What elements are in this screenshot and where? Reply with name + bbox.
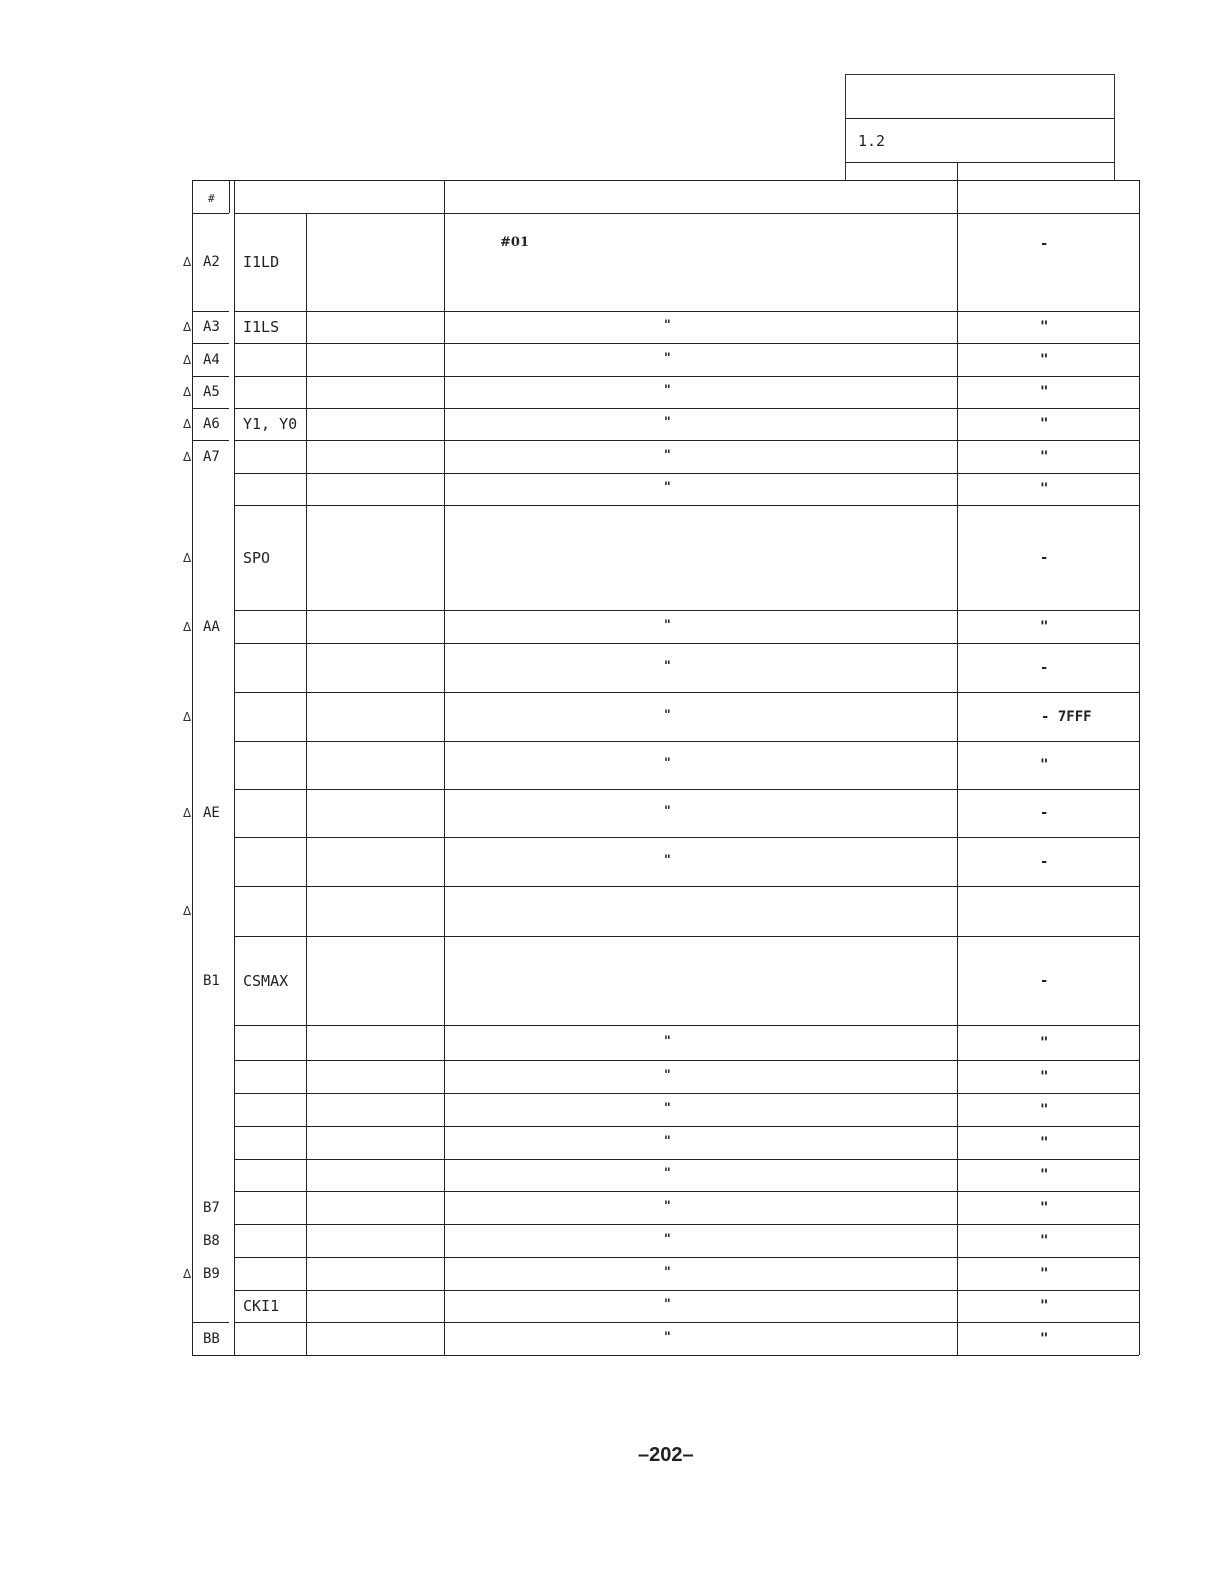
table-row-rule bbox=[234, 473, 1139, 474]
row-ident: " bbox=[664, 1133, 671, 1149]
row-value: " bbox=[1040, 319, 1049, 335]
row-ident: " bbox=[664, 1264, 671, 1280]
hash-row-rule bbox=[192, 213, 229, 214]
row-value: " bbox=[1040, 1265, 1049, 1282]
row-code: B9 bbox=[203, 1265, 220, 1282]
row-ident: " bbox=[664, 756, 671, 771]
revision-delta-mark: Δ bbox=[183, 709, 192, 724]
row-value: " bbox=[1040, 757, 1049, 773]
revision-delta-mark: Δ bbox=[183, 320, 192, 334]
row-name: I1LD bbox=[243, 253, 280, 271]
table-row-rule bbox=[234, 1224, 1139, 1225]
revision-delta-mark: Δ bbox=[183, 449, 192, 464]
row-value: " bbox=[1040, 1298, 1049, 1314]
revision-delta-mark: Δ bbox=[183, 385, 192, 399]
row-ident: " bbox=[664, 1033, 671, 1049]
row-code: A7 bbox=[203, 448, 220, 465]
row-value: - bbox=[1040, 853, 1049, 870]
table-row-rule bbox=[234, 643, 1139, 644]
row-ident: " bbox=[664, 1297, 671, 1312]
desc-col-left-rule bbox=[444, 180, 445, 1355]
row-code: A5 bbox=[203, 384, 220, 400]
row-value: - bbox=[1040, 972, 1049, 989]
row-ident: " bbox=[664, 1100, 671, 1116]
table-row-rule bbox=[234, 1257, 1139, 1258]
row-ident: " bbox=[664, 1166, 671, 1181]
revision-delta-mark: Δ bbox=[183, 806, 192, 820]
hash-row-rule bbox=[192, 311, 229, 312]
row-code: BB bbox=[203, 1330, 220, 1347]
revision-delta-mark: Δ bbox=[183, 619, 192, 634]
row-ident: " bbox=[664, 804, 671, 819]
row-code: A6 bbox=[203, 416, 220, 432]
row-value: " bbox=[1040, 351, 1049, 368]
table-bottom-rule bbox=[192, 1355, 1139, 1356]
row-value: " bbox=[1040, 1199, 1049, 1216]
row-code: B1 bbox=[203, 972, 220, 989]
row-code: A2 bbox=[203, 254, 220, 270]
row-value: - bbox=[1040, 659, 1049, 676]
hash-row-rule bbox=[192, 440, 229, 441]
row-name: CKI1 bbox=[243, 1297, 280, 1315]
table-row-rule bbox=[234, 936, 1139, 937]
revision-delta-mark: Δ bbox=[183, 352, 192, 367]
row-value: - bbox=[1040, 549, 1049, 566]
row-ident: " bbox=[664, 1231, 671, 1247]
row-value: " bbox=[1040, 1101, 1049, 1118]
revision-delta-mark: Δ bbox=[183, 417, 192, 431]
table-row-rule bbox=[234, 1093, 1139, 1094]
table-row-rule bbox=[234, 1159, 1139, 1160]
row-name: Y1, Y0 bbox=[243, 415, 298, 433]
row-code: B7 bbox=[203, 1199, 220, 1216]
row-code: AA bbox=[203, 618, 220, 635]
row-ident: " bbox=[664, 383, 671, 398]
row-value: - bbox=[1040, 805, 1049, 821]
header-box-divider bbox=[845, 118, 1115, 119]
hash-row-rule bbox=[192, 408, 229, 409]
name-col-left-rule bbox=[234, 180, 235, 1355]
table-row-rule bbox=[234, 692, 1139, 693]
row-ident: " bbox=[664, 617, 671, 633]
table-row-rule bbox=[234, 505, 1139, 506]
row-ident: " bbox=[664, 415, 671, 430]
row-code: AE bbox=[203, 805, 220, 821]
row-value: " bbox=[1040, 1330, 1049, 1347]
row-value: " bbox=[1040, 416, 1049, 432]
table-row-rule bbox=[234, 886, 1139, 887]
table-row-rule bbox=[234, 376, 1139, 377]
table-row-rule bbox=[234, 408, 1139, 409]
row-value: " bbox=[1040, 481, 1049, 497]
table-row-rule bbox=[234, 837, 1139, 838]
table-row-rule bbox=[234, 1060, 1139, 1061]
value-col-left-rule bbox=[957, 163, 958, 1355]
hash-col-right-rule bbox=[229, 180, 230, 213]
table-row-rule bbox=[234, 1191, 1139, 1192]
table-row-rule bbox=[234, 1025, 1139, 1026]
row-name: CSMAX bbox=[243, 971, 289, 990]
revision-delta-mark: Δ bbox=[183, 1266, 192, 1281]
row-ident: " bbox=[664, 707, 671, 723]
row-code: B8 bbox=[203, 1232, 220, 1249]
table-row-rule bbox=[234, 1290, 1139, 1291]
row-ident: " bbox=[664, 658, 671, 674]
row-code: A4 bbox=[203, 351, 220, 368]
table-top-rule bbox=[192, 180, 1139, 181]
table-right-rule bbox=[1139, 180, 1140, 1355]
row-value: " bbox=[1040, 448, 1049, 465]
name-col-split-rule bbox=[306, 213, 307, 1355]
revision-delta-mark: Δ bbox=[183, 904, 192, 918]
row-ident: " bbox=[664, 852, 671, 868]
row-ident: " bbox=[664, 1329, 671, 1345]
table-row-rule bbox=[234, 741, 1139, 742]
revision-delta-mark: Δ bbox=[183, 255, 192, 269]
header-box-divider-2 bbox=[845, 162, 1115, 163]
table-row-rule bbox=[234, 1126, 1139, 1127]
row-name: SPO bbox=[243, 548, 271, 567]
row-ident: " bbox=[664, 447, 671, 463]
header-box-ref: 1.2 bbox=[858, 132, 886, 150]
row-value: - 7FFF bbox=[1041, 708, 1092, 725]
hash-col-left-rule bbox=[192, 180, 193, 1355]
row-value: " bbox=[1040, 1068, 1049, 1085]
row-ident: " bbox=[664, 1198, 671, 1214]
table-row-rule bbox=[234, 343, 1139, 344]
row-value: " bbox=[1040, 618, 1049, 635]
revision-delta-mark: Δ bbox=[183, 550, 192, 565]
hash-header: # bbox=[208, 192, 215, 205]
table-row-rule bbox=[234, 1322, 1139, 1323]
row-name: I1LS bbox=[243, 318, 280, 336]
row-ident: " bbox=[664, 1067, 671, 1083]
row-value: " bbox=[1040, 1232, 1049, 1249]
header-box bbox=[845, 74, 1115, 181]
row-ident: #01 bbox=[500, 235, 529, 250]
row-ident: " bbox=[664, 318, 671, 333]
page-number: –202– bbox=[638, 1444, 694, 1466]
row-value: " bbox=[1040, 1034, 1049, 1051]
row-code: A3 bbox=[203, 319, 220, 335]
table-row-rule bbox=[234, 440, 1139, 441]
table-row-rule bbox=[234, 311, 1139, 312]
table-row-rule bbox=[234, 789, 1139, 790]
table-row-rule bbox=[234, 610, 1139, 611]
row-value: - bbox=[1040, 236, 1049, 252]
row-value: " bbox=[1040, 384, 1049, 400]
hash-row-rule bbox=[192, 376, 229, 377]
row-ident: " bbox=[664, 350, 671, 366]
row-ident: " bbox=[664, 480, 671, 495]
row-value: " bbox=[1040, 1134, 1049, 1151]
row-value: " bbox=[1040, 1167, 1049, 1183]
hash-row-rule bbox=[192, 1322, 229, 1323]
table-row-rule bbox=[234, 213, 1139, 214]
hash-row-rule bbox=[192, 343, 229, 344]
